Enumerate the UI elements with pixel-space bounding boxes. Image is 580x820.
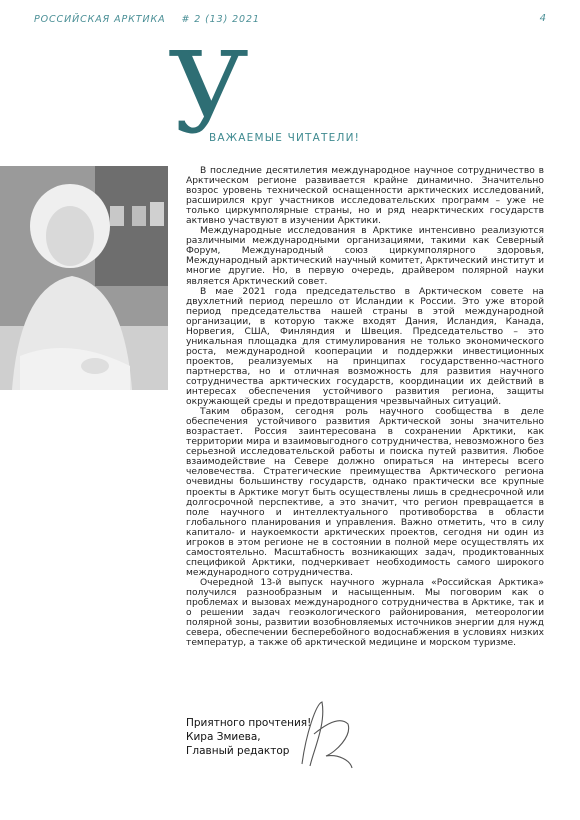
article-paragraph: Очередной 13-й выпуск научного журнала «Российская Арктика» получился разнообразным и насыщенным. Мы поговорим как о проблемах и вызовах международного сотрудничества в Арктике, так и о решении задач геоэкологического районирования, метеорологии полярной зоны, развитии возобновляемых источников энергии для нужд севера, обеспечении бесперебойного водоснабжения в условиях низких температур, а также об арктической медицине и морском туризме. [186, 577, 544, 649]
issue-number: # 2 (13) 2021 [181, 14, 260, 25]
journal-name: РОССИЙСКАЯ АРКТИКА [34, 14, 166, 25]
running-header [34, 14, 260, 25]
editor-title: Главный редактор [186, 745, 290, 757]
article-paragraph: Таким образом, сегодня роль научного сообщества в деле обеспечения устойчивого развития Арктической зоны значительно возрастает. Россия заинтересована в сохранении Арктики, как территории мира и взаимовыгодного сотрудничества, невозможного без серьезной исследовательской работы и поиска путей развития. Любое взаимодействие на Севере должно опираться на интересы всего человечества. Стратегические преимущества Арктического региона очевидны большинству государств, однако практически все крупные проекты в Арктике могут быть осуществлены лишь в среднесрочной или долгосрочной перспективе, а это значит, что регион превращается в поле научного и интеллектуального противоборства в области глобального планирования и управления. Важно отметить, что в силу капитало- и наукоемкости арктических проектов, сегодня ни один из игроков в этом регионе не в состоянии в полной мере осуществлять их самостоятельно. Масштабность возникающих задач, продиктованных спецификой Арктики, подчеркивает необходимость самого широкого международного сотрудничества. [186, 407, 544, 578]
editor-name: Кира Змиева, [186, 731, 261, 743]
article-paragraph: В последние десятилетия международное научное сотрудничество в Арктическом регионе развивается крайне динамично. Значительно возрос уровень технической оснащенности арктических исследований, расширился круг участников исследовательских программ – уже не только циркумполярные страны, но и ряд неарктических государств активно участвуют в изучении Арктики. [186, 166, 544, 227]
portrait-illustration [0, 166, 168, 390]
page-number: 4 [539, 13, 546, 24]
article-paragraph: В мае 2021 года председательство в Арктическом совете на двухлетний период перешло от Исландии к России. Это уже второй период председательства нашей страны в этой международной организации, в которую также входят Дания, Исландия, Канада, Норвегия, США, Финляндия и Швеция. Председательство – это уникальная площадка для стимулирования не только экономического роста, международной кооперации и поддержки инвестиционных проектов, реализуемых на принципах государственно-частного партнерства, но и отличная возможность для развития научного сотрудничества арктических государств, координации их действий в интересах обеспечения устойчивого развития региона, защиты окружающей среды и предотвращения чрезвычайных ситуаций. [186, 286, 544, 408]
handwritten-signature [292, 694, 362, 774]
headline-dropcap: У [168, 29, 249, 159]
editorial-article [186, 166, 544, 648]
editor-portrait-photo [0, 166, 168, 390]
article-paragraph: Международные исследования в Арктике интенсивно реализуются различными международными организациями, такими как Северный Форум, Международный союз циркумполярного здоровья, Международный арктический научный комитет, Арктический институт и многие другие. Но, в первую очередь, драйвером полярной науки является Арктический совет. [186, 226, 544, 287]
headline-greeting: ВАЖАЕМЫЕ ЧИТАТЕЛИ! [209, 132, 361, 144]
signoff-greeting: Приятного прочтения! [186, 717, 312, 729]
